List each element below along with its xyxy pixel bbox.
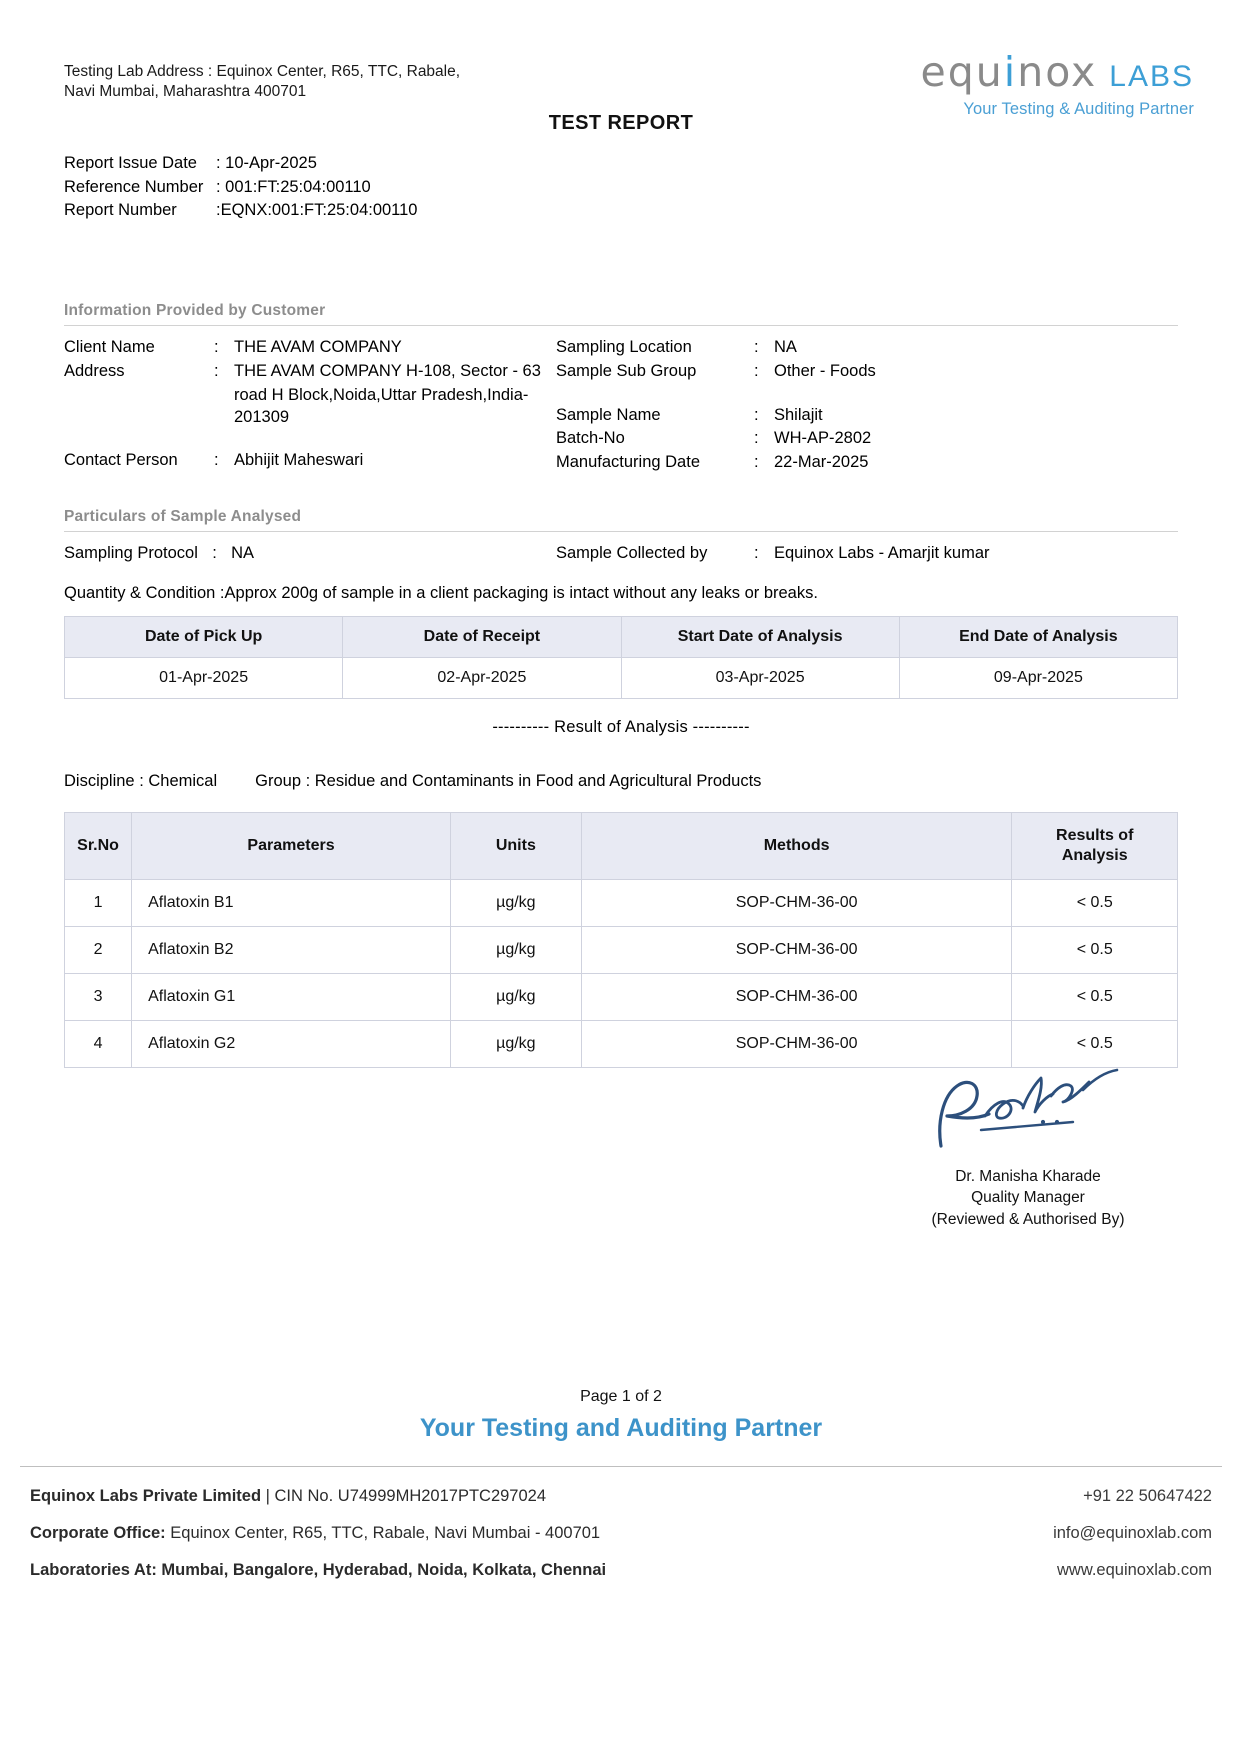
- result-row-result: < 0.5: [1012, 1021, 1178, 1068]
- logo-text-nox: nox: [1017, 48, 1098, 96]
- date-of-pickup-header: Date of Pick Up: [65, 617, 343, 658]
- manufacturing-date-row: [556, 451, 1156, 474]
- footer-company-bold: Equinox Labs Private Limited: [30, 1487, 262, 1505]
- results-table-header-row: [65, 813, 1178, 880]
- srno-header: Sr.No: [65, 813, 132, 880]
- discipline-group-line: [64, 772, 1178, 791]
- date-of-receipt-header: Date of Receipt: [343, 617, 621, 658]
- lab-address: Testing Lab Address : Equinox Center, R65, TTC, Rabale, Navi Mumbai, Maharashtra 400701: [64, 63, 461, 101]
- particulars-section: [64, 508, 1178, 603]
- footer-line-company: [30, 1478, 1212, 1515]
- report-number-label: Report Number: [64, 201, 177, 220]
- particulars-content: [64, 544, 1178, 603]
- logo-labs-text: LABS: [1109, 60, 1194, 93]
- sample-sub-group-row: [556, 360, 1156, 383]
- reference-number-value: : 001:FT:25:04:00110: [216, 177, 371, 196]
- units-header: Units: [450, 813, 581, 880]
- footer-labs-text: [30, 1561, 606, 1580]
- result-row-srno: 2: [65, 927, 132, 974]
- manufacturing-date-value: 22-Mar-2025: [774, 453, 869, 472]
- logo-wordmark: [920, 48, 1098, 96]
- dates-table: [64, 616, 1178, 699]
- quantity-condition-value: Approx 200g of sample in a client packaging is intact without any leaks or breaks.: [224, 584, 818, 602]
- footer-labs-bold: Laboratories At: Mumbai, Bangalore, Hyderabad, Noida, Kolkata, Chennai: [30, 1561, 607, 1579]
- reference-number-label: Reference Number: [64, 177, 204, 196]
- result-row-srno: 1: [65, 880, 132, 927]
- group-label: Group : Residue and Contaminants in Food and Agricultural Products: [255, 772, 762, 790]
- sample-collected-by-sep: :: [754, 544, 759, 562]
- sample-name-sep: :: [754, 405, 759, 424]
- result-row-parameter: Aflatoxin B1: [132, 880, 451, 927]
- footer-website[interactable]: www.equinoxlab.com: [1057, 1561, 1212, 1579]
- footer-phone[interactable]: +91 22 50647422: [1083, 1487, 1212, 1505]
- result-row-srno: 3: [65, 974, 132, 1021]
- sample-name-row: [556, 404, 1156, 427]
- result-row-unit: µg/kg: [450, 1021, 581, 1068]
- address-sep: :: [214, 361, 219, 380]
- result-row-parameter: Aflatoxin B2: [132, 927, 451, 974]
- sampling-location-label: Sampling Location: [556, 338, 692, 356]
- address-line-2: road H Block,Noida,Uttar Pradesh,India-: [234, 385, 529, 404]
- result-row-parameter: Aflatoxin G2: [132, 1021, 451, 1068]
- result-row-result: < 0.5: [1012, 880, 1178, 927]
- particulars-row: [64, 544, 1178, 574]
- footer-info: [30, 1478, 1212, 1589]
- table-row: [65, 974, 1178, 1021]
- result-row-unit: µg/kg: [450, 974, 581, 1021]
- sampling-location-row: [556, 336, 1156, 359]
- result-row-result: < 0.5: [1012, 974, 1178, 1021]
- page-title: TEST REPORT: [548, 112, 694, 134]
- sampling-protocol-value: NA: [231, 544, 255, 562]
- sample-sub-group-sep: :: [754, 361, 759, 380]
- footer-email[interactable]: info@equinoxlab.com: [1053, 1524, 1212, 1542]
- result-of-analysis-banner: ---------- Result of Analysis ----------: [492, 718, 750, 736]
- signatory-details: [878, 1166, 1178, 1230]
- sample-collected-by-group: [556, 544, 990, 563]
- dates-table-wrapper: [64, 616, 1178, 699]
- footer-office-rest: Equinox Center, R65, TTC, Rabale, Navi Mumbai - 400701: [165, 1524, 601, 1542]
- quantity-condition-row: [64, 584, 1178, 603]
- customer-info-right: [556, 336, 1156, 475]
- end-date-value: 09-Apr-2025: [899, 658, 1177, 699]
- address-row: [64, 360, 564, 383]
- manufacturing-date-sep: :: [754, 453, 759, 472]
- logo-text-equ: equ: [920, 48, 1004, 96]
- logo-text-i: i: [1003, 48, 1018, 96]
- footer-divider: [20, 1466, 1222, 1467]
- table-row: [65, 927, 1178, 974]
- batch-no-label: Batch-No: [556, 429, 625, 448]
- result-row-unit: µg/kg: [450, 880, 581, 927]
- footer-company-text: [30, 1487, 546, 1506]
- result-row-result: < 0.5: [1012, 927, 1178, 974]
- dates-table-header-row: [65, 617, 1178, 658]
- page-number: Page 1 of 2: [580, 1388, 662, 1405]
- report-meta-row: [64, 176, 418, 200]
- results-header-line1: Results of: [1056, 827, 1134, 844]
- batch-no-row: [556, 427, 1156, 450]
- report-issue-date-value: : 10-Apr-2025: [216, 154, 317, 172]
- contact-person-value: Abhijit Maheswari: [234, 451, 364, 470]
- date-of-receipt-value: 02-Apr-2025: [343, 658, 621, 699]
- sampling-protocol-label: Sampling Protocol: [64, 544, 198, 562]
- sample-collected-by-label: Sample Collected by: [556, 544, 708, 562]
- customer-section-title: Information Provided by Customer: [64, 302, 1178, 326]
- results-header-line2: Analysis: [1061, 847, 1128, 864]
- sample-sub-group-label: Sample Sub Group: [556, 361, 697, 380]
- report-number-value: :EQNX:001:FT:25:04:00110: [216, 201, 418, 220]
- customer-info-grid: [64, 336, 1178, 496]
- end-date-header: End Date of Analysis: [899, 617, 1177, 658]
- result-row-srno: 4: [65, 1021, 132, 1068]
- parameters-header: Parameters: [132, 813, 451, 880]
- equinox-labs-logo: [894, 48, 1194, 119]
- sampling-location-value: NA: [774, 338, 797, 356]
- discipline-group-wrapper: [64, 772, 1178, 791]
- client-name-sep: :: [214, 338, 219, 356]
- signatory-name: Dr. Manisha Kharade: [955, 1168, 1101, 1185]
- result-row-method: SOP-CHM-36-00: [581, 927, 1012, 974]
- address-label: Address: [64, 361, 125, 380]
- report-meta-row: [64, 199, 418, 223]
- result-row-method: SOP-CHM-36-00: [581, 1021, 1012, 1068]
- sample-collected-by-value: Equinox Labs - Amarjit kumar: [774, 544, 990, 562]
- signatory-role: Quality Manager: [971, 1189, 1085, 1207]
- sample-sub-group-value: Other - Foods: [774, 361, 876, 380]
- result-of-analysis-banner-wrapper: [64, 718, 1178, 737]
- batch-no-sep: :: [754, 429, 759, 448]
- footer-tagline: Your Testing and Auditing Partner: [419, 1414, 823, 1442]
- address-value: THE AVAM COMPANY H-108, Sector - 63: [234, 361, 541, 380]
- footer-company-rest: | CIN No. U74999MH2017PTC297024: [261, 1487, 547, 1505]
- contact-person-sep: :: [214, 451, 219, 470]
- sampling-protocol-group: [64, 544, 254, 563]
- report-issue-date-label: Report Issue Date: [64, 154, 197, 172]
- date-of-pickup-value: 01-Apr-2025: [65, 658, 343, 699]
- spacer: [556, 384, 1156, 404]
- signatory-authorisation: (Reviewed & Authorised By): [931, 1210, 1125, 1228]
- footer-line-office: [30, 1515, 1212, 1552]
- sample-name-value: Shilajit: [774, 405, 823, 424]
- client-name-row: [64, 336, 564, 359]
- customer-info-left: [64, 336, 564, 473]
- address-line-3: 201309: [234, 408, 290, 427]
- customer-information-section: [64, 302, 1178, 496]
- signature-block: [878, 1060, 1178, 1230]
- result-row-parameter: Aflatoxin G1: [132, 974, 451, 1021]
- results-table-wrapper: [64, 812, 1178, 1068]
- handwritten-signature-icon: [923, 1060, 1133, 1160]
- contact-person-label: Contact Person: [64, 451, 178, 470]
- table-row: [65, 880, 1178, 927]
- footer-office-bold: Corporate Office:: [30, 1524, 166, 1542]
- results-table: [64, 812, 1178, 1068]
- spacer: [64, 429, 564, 449]
- report-meta-row: [64, 152, 418, 176]
- sampling-location-sep: :: [754, 338, 759, 356]
- footer-office-text: [30, 1524, 600, 1543]
- result-row-unit: µg/kg: [450, 927, 581, 974]
- results-header: [1012, 813, 1178, 880]
- start-date-value: 03-Apr-2025: [621, 658, 899, 699]
- footer-line-labs: [30, 1552, 1212, 1589]
- particulars-section-title: Particulars of Sample Analysed: [64, 508, 1178, 532]
- result-row-method: SOP-CHM-36-00: [581, 974, 1012, 1021]
- result-row-method: SOP-CHM-36-00: [581, 880, 1012, 927]
- client-name-label: Client Name: [64, 338, 155, 356]
- table-row: [65, 658, 1178, 699]
- start-date-header: Start Date of Analysis: [621, 617, 899, 658]
- report-meta-block: [64, 152, 418, 223]
- methods-header: Methods: [581, 813, 1012, 880]
- contact-person-row: [64, 449, 564, 472]
- discipline-label: Discipline : Chemical: [64, 772, 218, 790]
- batch-no-value: WH-AP-2802: [774, 429, 872, 448]
- manufacturing-date-label: Manufacturing Date: [556, 453, 700, 472]
- quantity-condition-label: Quantity & Condition :: [64, 584, 225, 602]
- sampling-protocol-sep: :: [212, 544, 217, 562]
- client-name-value: THE AVAM COMPANY: [234, 338, 402, 356]
- logo-tagline: Your Testing & Auditing Partner: [963, 100, 1194, 118]
- sample-name-label: Sample Name: [556, 405, 661, 424]
